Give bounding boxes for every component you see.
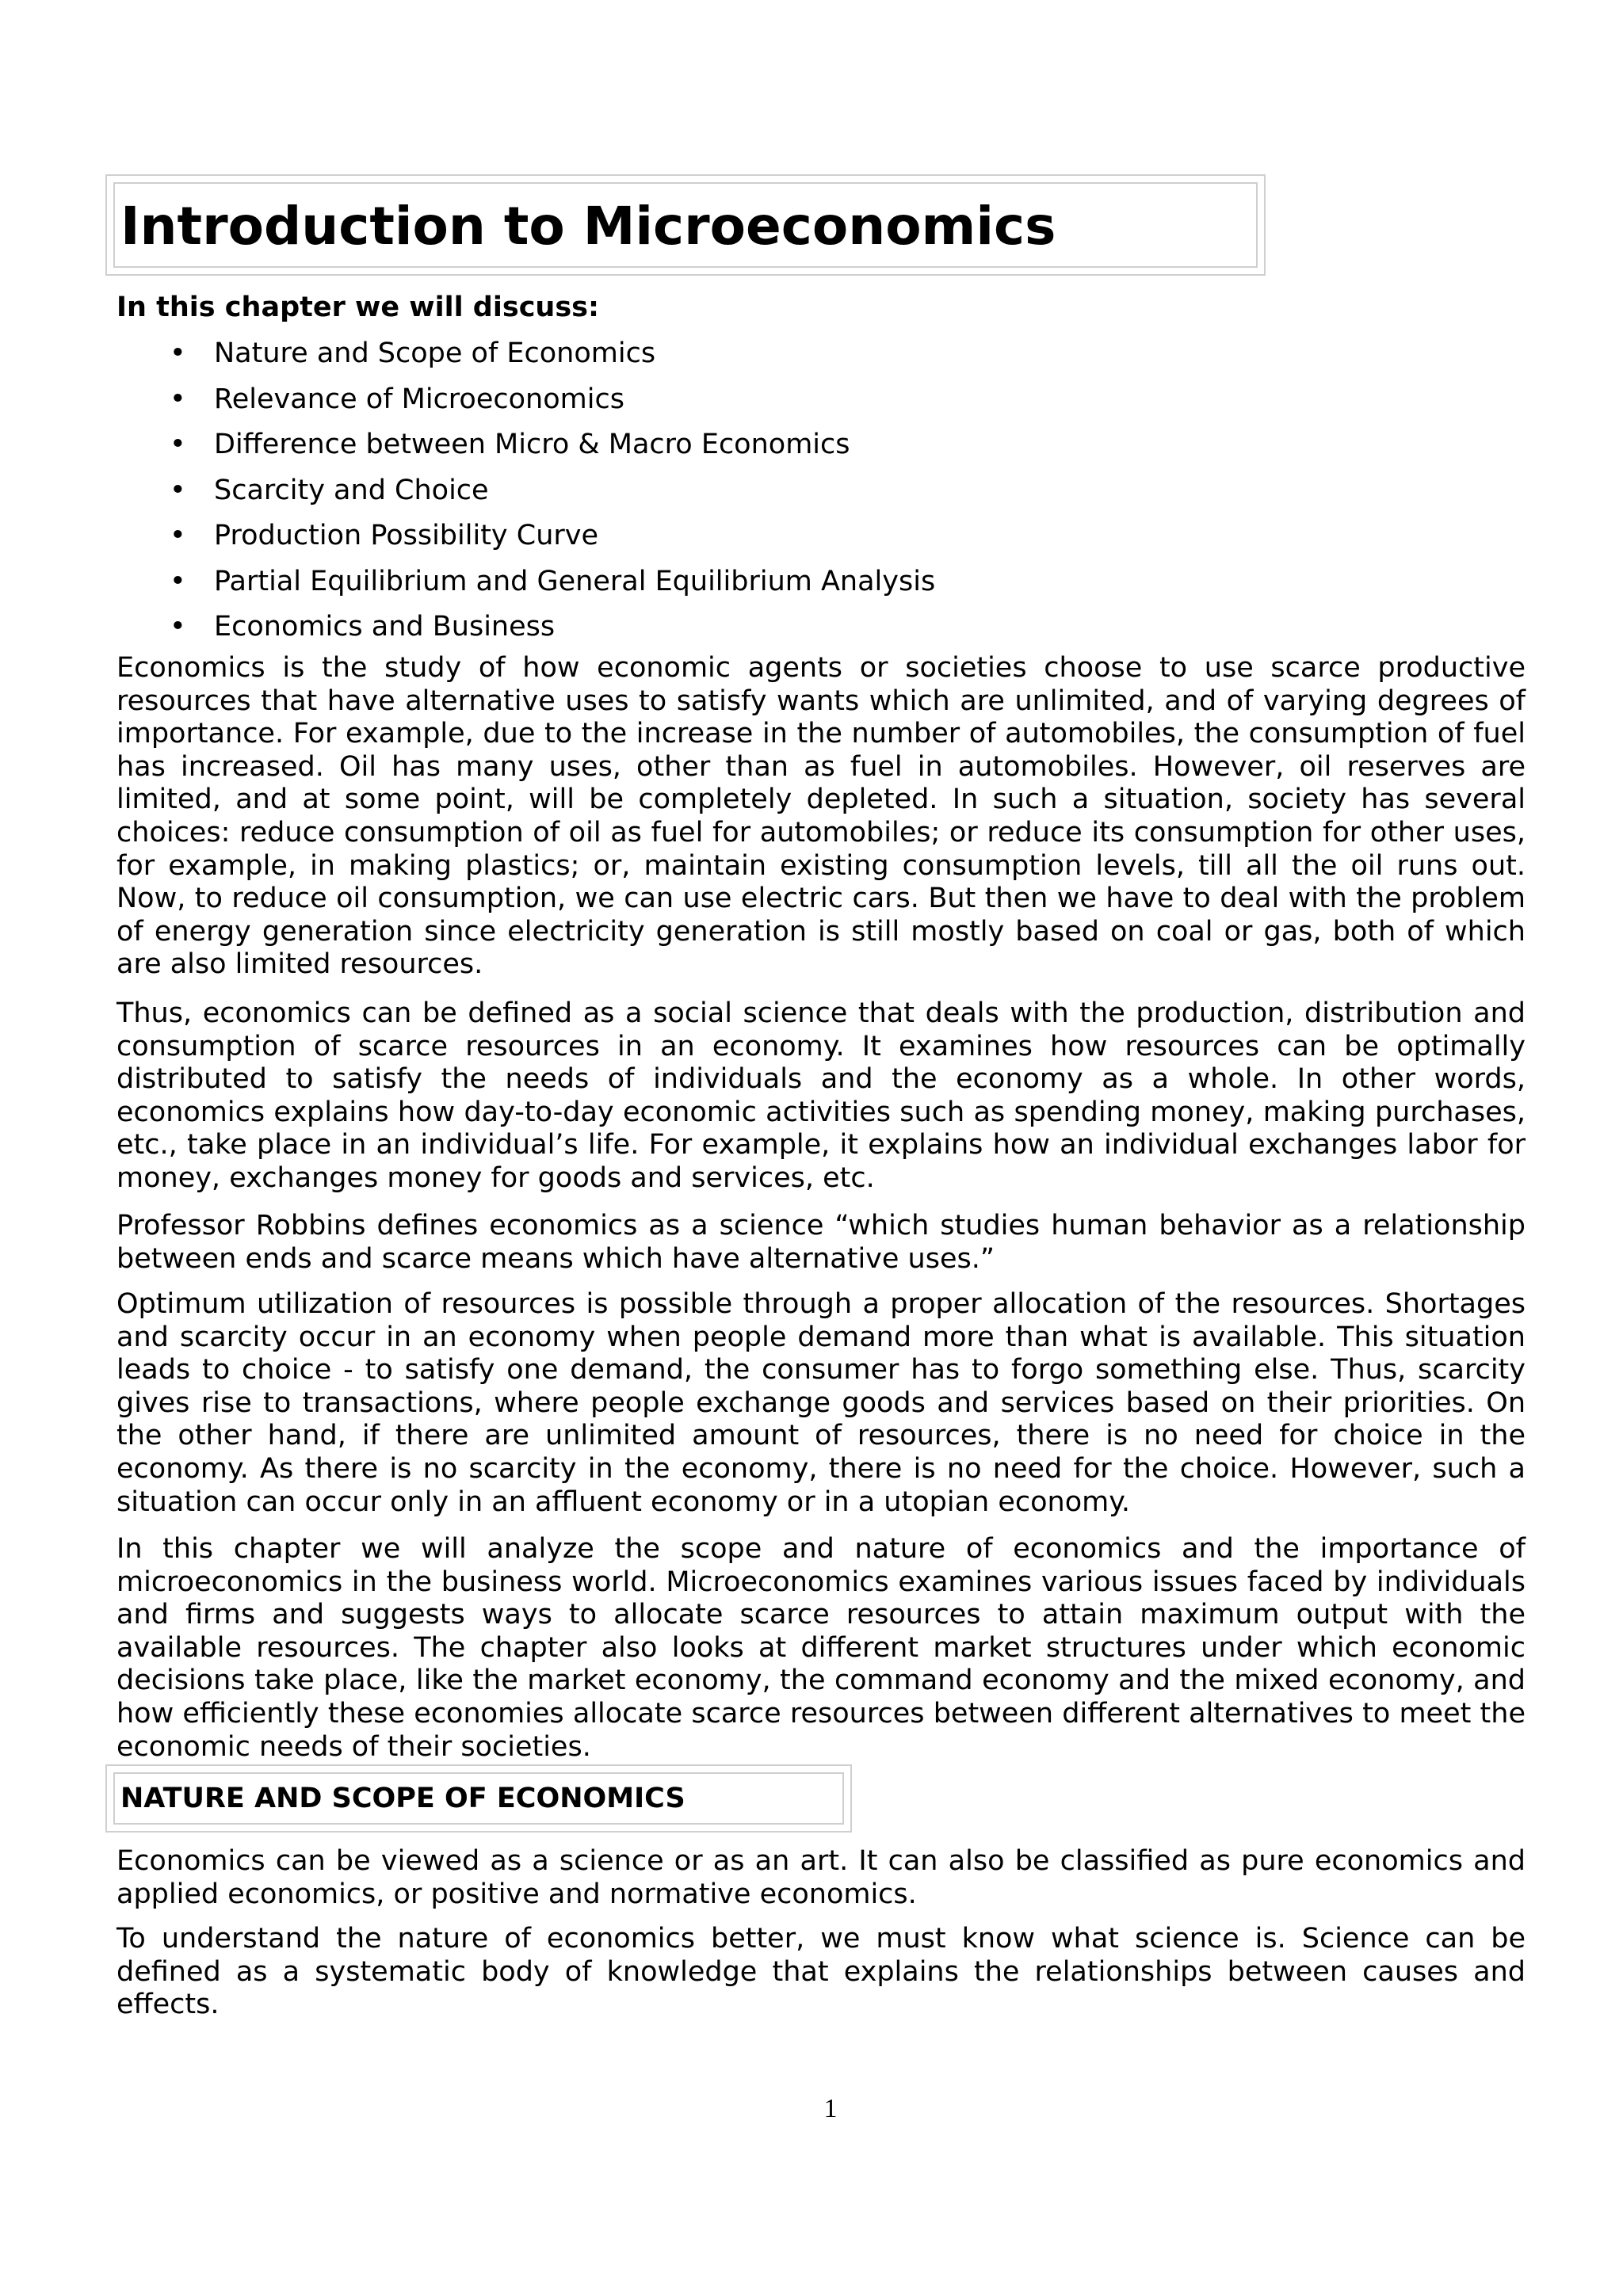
topic-item [116, 605, 1226, 650]
topic-text: Scarcity and Choice [214, 474, 489, 506]
topic-text: Relevance of Microeconomics [214, 383, 624, 415]
topic-item [116, 331, 1226, 377]
bullet-icon: • [170, 383, 186, 415]
topic-item [116, 377, 1226, 423]
topic-item [116, 422, 1226, 468]
topic-text: Nature and Scope of Economics [214, 338, 656, 369]
chapter-title: Introduction to Microeconomics [120, 196, 1056, 257]
bullet-icon: • [170, 520, 186, 551]
bullet-icon: • [170, 474, 186, 506]
page-number: 1 [823, 2094, 838, 2123]
body-paragraph: In this chapter we will analyze the scope and nature of economics and the importance of microeconomics in the business world. Microeconomics examines various issues faced by individuals and firms and suggests ways to allocate scarce resources to attain maximum output with the available resources. The chapter also looks at different market structures under which economic decisions take place, like the market economy, the command economy and the mixed economy, and how efficiently these economies allocate scarce resources between different alternatives to meet the economic needs of their societies. [116, 1533, 1526, 1763]
topic-text: Partial Equilibrium and General Equilibrium Analysis [214, 565, 936, 597]
topic-item [116, 559, 1226, 605]
bullet-icon: • [170, 338, 186, 369]
topic-list [116, 331, 1226, 650]
section-heading: NATURE AND SCOPE OF ECONOMICS [120, 1783, 685, 1814]
topic-text: Difference between Micro & Macro Economics [214, 429, 850, 460]
bullet-icon: • [170, 429, 186, 460]
body-paragraph: Economics is the study of how economic agents or societies choose to use scarce productive resources that have alternative uses to satisfy wants which are unlimited, and of varying degrees of importance. For example, due to the increase in the number of automobiles, the consumption of fuel has increased. Oil has many uses, other than as fuel in automobiles. However, oil reserves are limited, and at some point, will be completely depleted. In such a situation, society has several choices: reduce consumption of oil as fuel for automobiles; or reduce its consumption for other uses, for example, in making plastics; or, maintain existing consumption levels, till all the oil runs out. Now, to reduce oil consumption, we can use electric cars. But then we have to deal with the problem of energy generation since electricity generation is still mostly based on coal or gas, both of which are also limited resources. [116, 652, 1526, 981]
topic-item [116, 513, 1226, 559]
section-paragraph: To understand the nature of economics better, we must know what science is. Science can be defined as a systematic body of knowledge that explains the relationships between causes and effects. [116, 1923, 1526, 2021]
body-paragraph: Thus, economics can be defined as a social science that deals with the production, distribution and consumption of scarce resources in an economy. It examines how resources can be optimally distributed to satisfy the needs of individuals and the economy as a whole. In other words, economics explains how day-to-day economic activities such as spending money, making purchases, etc., take place in an individual’s life. For example, it explains how an individual exchanges labor for money, exchanges money for goods and services, etc. [116, 997, 1526, 1194]
body-paragraph: Optimum utilization of resources is possible through a proper allocation of the resources. Shortages and scarcity occur in an economy when people demand more than what is available. This situation leads to choice - to satisfy one demand, the consumer has to forgo something else. Thus, scarcity gives rise to transactions, where people exchange goods and services based on their priorities. On the other hand, if there are unlimited amount of resources, there is no need for choice in the economy. As there is no scarcity in the economy, there is no need for the choice. However, such a situation can occur only in an affluent economy or in a utopian economy. [116, 1288, 1526, 1518]
bullet-icon: • [170, 565, 186, 597]
chapter-intro-label: In this chapter we will discuss: [116, 292, 600, 323]
section-paragraph: Economics can be viewed as a science or as an art. It can also be classified as pure economics and applied economics, or positive and normative economics. [116, 1845, 1526, 1910]
topic-text: Economics and Business [214, 611, 556, 643]
body-paragraph: Professor Robbins defines economics as a science “which studies human behavior as a relationship between ends and scarce means which have alternative uses.” [116, 1210, 1526, 1275]
topic-text: Production Possibility Curve [214, 520, 599, 551]
bullet-icon: • [170, 611, 186, 643]
topic-item [116, 468, 1226, 514]
